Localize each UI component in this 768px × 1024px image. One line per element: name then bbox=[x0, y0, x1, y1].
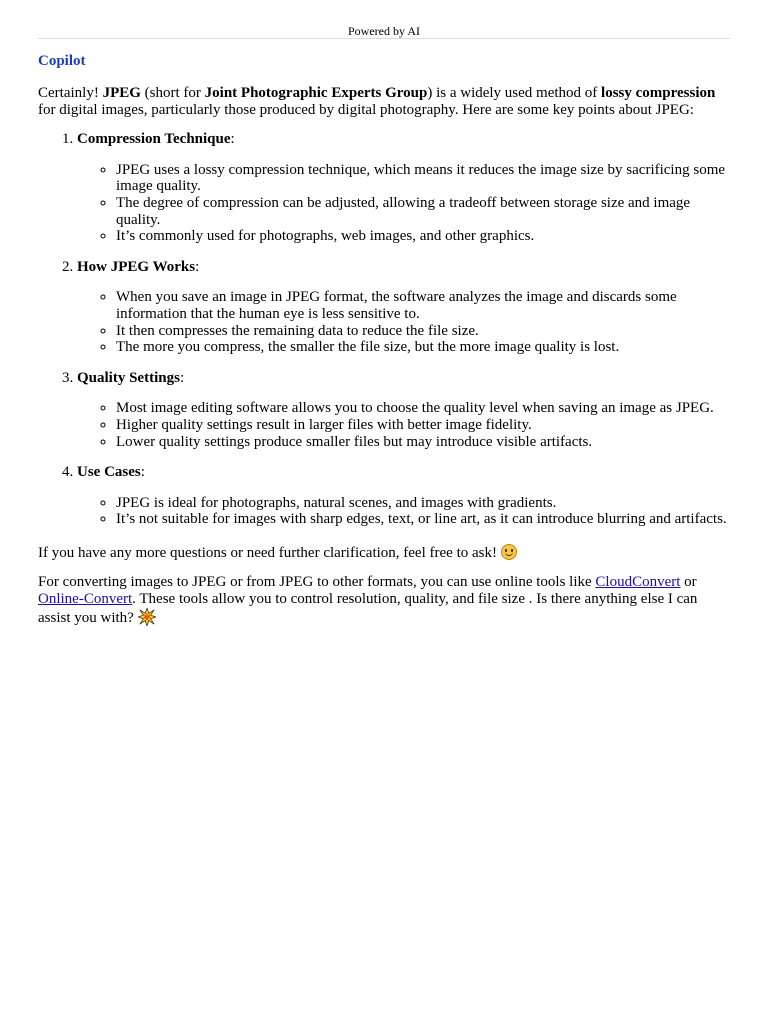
intro-bold-jpeg-full: Joint Photographic Experts Group bbox=[204, 85, 428, 101]
converting-paragraph bbox=[38, 574, 730, 626]
sub-point-list bbox=[77, 400, 730, 450]
key-point-colon: : bbox=[195, 258, 200, 275]
key-point-title: Use Cases bbox=[77, 464, 141, 481]
key-point-title: Compression Technique bbox=[77, 131, 231, 148]
cloudconvert-link[interactable]: CloudConvert bbox=[595, 574, 681, 591]
converting-text-1: For converting images to JPEG or from JPEG to other formats, you can use online tools like bbox=[38, 574, 596, 591]
sub-point: ◦ Most image editing software allows you to choose the quality level when saving an image as JPEG. bbox=[116, 400, 730, 417]
intro-bold-jpeg: JPEG bbox=[102, 85, 141, 101]
sub-point-list bbox=[77, 495, 730, 528]
intro-text-1: Certainly! bbox=[38, 85, 103, 101]
key-point bbox=[77, 370, 730, 450]
converting-text-2: or bbox=[680, 574, 697, 591]
sub-point: ◦ JPEG uses a lossy compression technique, which means it reduces the image size by sacrificing some image quality. bbox=[116, 162, 730, 195]
sub-point: ◦ JPEG is ideal for photographs, natural scenes, and images with gradients. bbox=[116, 495, 730, 512]
sub-point: ◦ It then compresses the remaining data to reduce the file size. bbox=[116, 323, 730, 340]
key-point-colon: : bbox=[179, 369, 185, 386]
converting-text-3: . These tools allow you to control resolution, quality, and file size . Is there anything else I can assist you with? bbox=[38, 591, 698, 626]
sub-point: ◦ It’s commonly used for photographs, web images, and other graphics. bbox=[116, 228, 730, 245]
powered-by-label: Powered by AI bbox=[348, 24, 420, 38]
sub-point: ◦ When you save an image in JPEG format, the software analyzes the image and discards some information that the human eye is less sensitive to. bbox=[116, 289, 730, 322]
key-point-colon: : bbox=[230, 131, 235, 148]
sender-name: Copilot bbox=[38, 53, 86, 69]
key-point-colon: : bbox=[140, 464, 145, 481]
intro-bold-lossy: lossy compression bbox=[601, 85, 716, 101]
sub-point: ◦ The more you compress, the smaller the file size, but the more image quality is lost. bbox=[116, 339, 730, 356]
online-convert-link[interactable]: Online-Convert bbox=[38, 591, 133, 608]
smiling-face-icon bbox=[501, 544, 517, 560]
sub-point: ◦ Higher quality settings result in larger files with better image fidelity. bbox=[116, 417, 730, 434]
key-point-title: Quality Settings bbox=[77, 369, 180, 386]
intro-paragraph bbox=[38, 85, 730, 118]
key-point bbox=[77, 259, 730, 356]
collision-sparkle-icon bbox=[138, 608, 156, 626]
intro-text-4: for digital images, particularly those produced by digital photography. Here are some key points about JPEG: bbox=[38, 101, 694, 118]
sub-point-list bbox=[77, 289, 730, 355]
sub-point: ◦ It’s not suitable for images with sharp edges, text, or line art, as it can introduce blurring and artifacts. bbox=[116, 511, 730, 528]
header bbox=[38, 0, 730, 39]
intro-text-2: (short for bbox=[140, 85, 205, 101]
key-point bbox=[77, 131, 730, 245]
sub-point-list bbox=[77, 162, 730, 245]
key-points-list bbox=[38, 131, 730, 528]
key-point bbox=[77, 464, 730, 528]
closing-paragraph bbox=[38, 544, 730, 562]
intro-text-3: ) is a widely used method of bbox=[427, 85, 602, 101]
closing-text: If you have any more questions or need further clarification, feel free to ask! bbox=[38, 544, 497, 561]
key-point-title: How JPEG Works bbox=[77, 258, 196, 275]
sub-point: ◦ Lower quality settings produce smaller files but may introduce visible artifacts. bbox=[116, 434, 730, 451]
sub-point: ◦ The degree of compression can be adjusted, allowing a tradeoff between storage size and image quality. bbox=[116, 195, 730, 228]
